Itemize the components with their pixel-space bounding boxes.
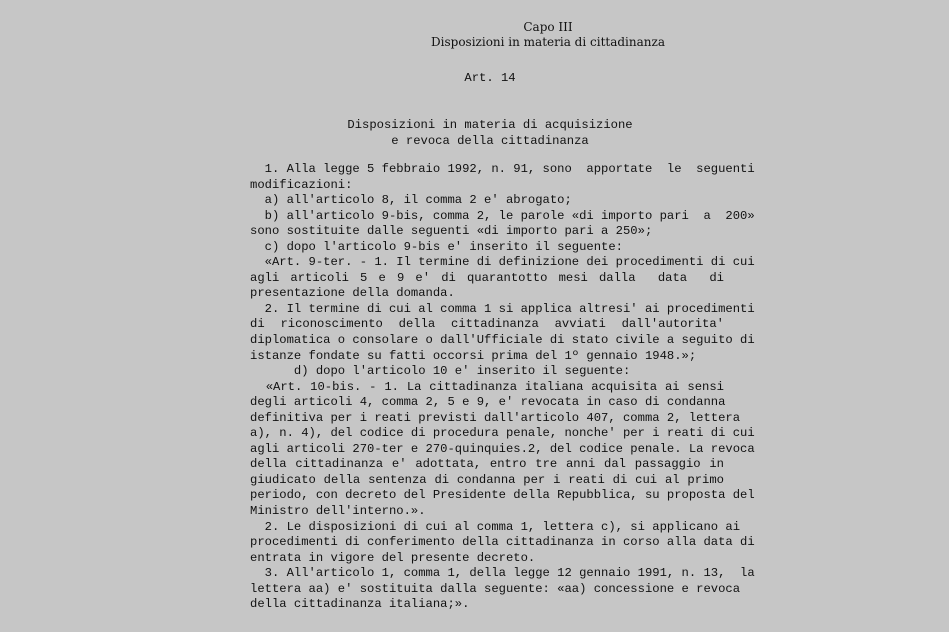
text-line: istanze fondate su fatti occorsi prima del 1º gennaio 1948.»; xyxy=(250,348,697,363)
text-line: modificazioni: xyxy=(250,177,353,192)
text-line: giudicato della sentenza di condanna per i reati di cui al primo xyxy=(250,472,724,487)
article-title-line-2: e revoca della cittadinanza xyxy=(391,134,589,148)
text-line: entrata in vigore del presente decreto. xyxy=(250,550,536,565)
text-line: 2. Il termine di cui al comma 1 si applica altresi' ai procedimenti xyxy=(250,301,755,316)
capo-subtitle: Disposizioni in materia di cittadinanza xyxy=(431,35,665,49)
text-line: c) dopo l'articolo 9-bis e' inserito il seguente: xyxy=(250,239,623,254)
text-line: della cittadinanza e' adottata, entro tre anni dal passaggio in xyxy=(250,457,724,472)
text-line: della cittadinanza italiana;». xyxy=(250,597,470,612)
text-line: «Art. 10-bis. - 1. La cittadinanza italiana acquisita ai sensi xyxy=(250,379,724,394)
text-line: 1. Alla legge 5 febbraio 1992, n. 91, sono apportate le seguenti xyxy=(250,162,755,176)
text-line: Ministro dell'interno.». xyxy=(250,504,426,519)
text-line: sono sostituite dalle seguenti «di importo pari a 250»; xyxy=(250,224,653,239)
text-line: periodo, con decreto del Presidente della Repubblica, su proposta del xyxy=(250,488,755,503)
text-line: «Art. 9-ter. - 1. Il termine di definizione dei procedimenti di cui xyxy=(250,255,755,270)
article-body xyxy=(250,162,755,613)
text-line: procedimenti di conferimento della cittadinanza in corso alla data di xyxy=(250,535,755,550)
text-line: diplomatica o consolare o dall'Ufficiale di stato civile a seguito di xyxy=(250,333,755,348)
text-line: agli articoli 270-ter e 270-quinquies.2, del codice penale. La revoca xyxy=(250,441,755,456)
text-line: a) all'articolo 8, il comma 2 e' abrogato; xyxy=(250,193,572,208)
text-line: definitiva per i reati previsti dall'articolo 407, comma 2, lettera xyxy=(250,410,741,425)
text-line: 3. All'articolo 1, comma 1, della legge 12 gennaio 1991, n. 13, la xyxy=(250,566,755,581)
text-line: di riconoscimento della cittadinanza avviati dall'autorita' xyxy=(250,317,724,332)
text-line: a), n. 4), del codice di procedura penale, nonche' per i reati di cui xyxy=(250,426,755,441)
text-line: presentazione della domanda. xyxy=(250,286,455,301)
text-line: degli articoli 4, comma 2, 5 e 9, e' revocata in caso di condanna xyxy=(250,395,726,410)
text-line: b) all'articolo 9-bis, comma 2, le parole «di importo pari a 200» xyxy=(250,208,755,223)
article-number: Art. 14 xyxy=(464,71,516,85)
capo-heading: Capo III xyxy=(523,20,573,34)
text-line: d) dopo l'articolo 10 e' inserito il seguente: xyxy=(250,364,631,379)
article-title-line-1: Disposizioni in materia di acquisizione xyxy=(347,118,633,132)
text-line: lettera aa) e' sostituita dalla seguente: «aa) concessione e revoca xyxy=(250,581,741,596)
text-line: 2. Le disposizioni di cui al comma 1, lettera c), si applicano ai xyxy=(250,519,741,534)
text-line: agli articoli 5 e 9 e' di quarantotto mesi dalla data di xyxy=(250,270,724,285)
